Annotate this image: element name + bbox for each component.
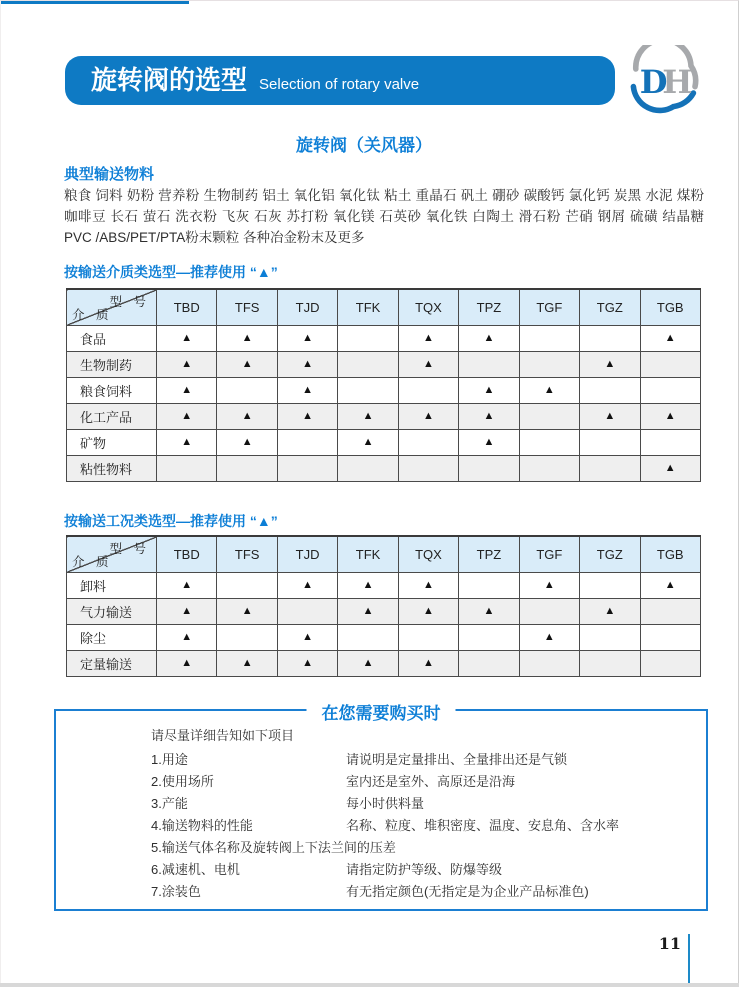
column-header: TFS bbox=[217, 536, 277, 572]
recommended-mark-cell: ▲ bbox=[398, 572, 458, 598]
empty-cell bbox=[640, 377, 701, 403]
recommended-mark-cell: ▲ bbox=[157, 572, 217, 598]
table-row bbox=[67, 429, 701, 455]
empty-cell bbox=[519, 325, 579, 351]
recommended-mark-cell: ▲ bbox=[277, 377, 337, 403]
empty-cell bbox=[580, 377, 640, 403]
recommended-mark-cell: ▲ bbox=[217, 650, 277, 676]
condition-selection-table bbox=[66, 535, 701, 677]
recommended-mark-cell: ▲ bbox=[519, 624, 579, 650]
recommended-mark-cell: ▲ bbox=[157, 650, 217, 676]
empty-cell bbox=[580, 572, 640, 598]
recommended-mark-cell: ▲ bbox=[398, 403, 458, 429]
dh-logo-icon bbox=[623, 45, 703, 117]
recommended-mark-cell: ▲ bbox=[157, 403, 217, 429]
column-header: TGZ bbox=[580, 289, 640, 325]
recommended-mark-cell: ▲ bbox=[338, 403, 398, 429]
recommended-mark-cell: ▲ bbox=[338, 429, 398, 455]
table-corner-cell bbox=[67, 536, 157, 572]
column-header: TPZ bbox=[459, 536, 519, 572]
empty-cell bbox=[338, 351, 398, 377]
empty-cell bbox=[398, 624, 458, 650]
row-label: 矿物 bbox=[67, 429, 157, 455]
row-label: 食品 bbox=[67, 325, 157, 351]
column-header: TGF bbox=[519, 536, 579, 572]
recommended-mark-cell: ▲ bbox=[580, 351, 640, 377]
empty-cell bbox=[519, 650, 579, 676]
recommended-mark-cell: ▲ bbox=[277, 351, 337, 377]
recommended-mark-cell: ▲ bbox=[277, 403, 337, 429]
empty-cell bbox=[217, 377, 277, 403]
column-header: TFK bbox=[338, 536, 398, 572]
logo-letter-h: H bbox=[662, 63, 693, 101]
empty-cell bbox=[338, 377, 398, 403]
recommended-mark-cell: ▲ bbox=[640, 325, 701, 351]
recommended-mark-cell: ▲ bbox=[398, 325, 458, 351]
recommended-mark-cell: ▲ bbox=[640, 455, 701, 481]
column-header: TPZ bbox=[459, 289, 519, 325]
corner-label-model: 型 号 bbox=[109, 542, 150, 556]
empty-cell bbox=[277, 598, 337, 624]
purchase-item bbox=[151, 859, 696, 881]
purchase-item-label: 2.使用场所 bbox=[151, 774, 214, 789]
table-row bbox=[67, 403, 701, 429]
row-label: 粮食饲料 bbox=[67, 377, 157, 403]
materials-heading: 典型输送物料 bbox=[64, 166, 155, 183]
column-header: TBD bbox=[157, 289, 217, 325]
purchase-box-title: 在您需要购买时 bbox=[307, 699, 456, 724]
column-header: TJD bbox=[277, 289, 337, 325]
recommended-mark-cell: ▲ bbox=[580, 403, 640, 429]
empty-cell bbox=[338, 624, 398, 650]
recommended-mark-cell: ▲ bbox=[459, 403, 519, 429]
empty-cell bbox=[580, 455, 640, 481]
empty-cell bbox=[277, 455, 337, 481]
table-row bbox=[67, 455, 701, 481]
recommended-mark-cell: ▲ bbox=[459, 325, 519, 351]
page-number: 11 bbox=[658, 934, 681, 953]
table-row bbox=[67, 377, 701, 403]
empty-cell bbox=[519, 403, 579, 429]
empty-cell bbox=[398, 429, 458, 455]
purchase-item-value: 有无指定颜色(无指定是为企业产品标准色) bbox=[346, 884, 589, 899]
purchase-item-label: 1.用途 bbox=[151, 752, 188, 767]
recommended-mark-cell: ▲ bbox=[217, 325, 277, 351]
recommended-mark-cell: ▲ bbox=[398, 598, 458, 624]
recommended-mark-cell: ▲ bbox=[217, 598, 277, 624]
empty-cell bbox=[640, 624, 701, 650]
table-header-row bbox=[67, 289, 701, 325]
purchase-item bbox=[151, 793, 696, 815]
recommended-mark-cell: ▲ bbox=[338, 650, 398, 676]
table-header-row bbox=[67, 536, 701, 572]
empty-cell bbox=[459, 650, 519, 676]
empty-cell bbox=[640, 351, 701, 377]
table-row bbox=[67, 624, 701, 650]
purchase-item bbox=[151, 815, 696, 837]
empty-cell bbox=[459, 351, 519, 377]
empty-cell bbox=[519, 598, 579, 624]
purchase-box-body bbox=[151, 725, 696, 903]
medium-selection-heading: 按输送介质类选型—推荐使用 “▲” bbox=[64, 264, 278, 280]
recommended-mark-cell: ▲ bbox=[519, 572, 579, 598]
empty-cell bbox=[519, 455, 579, 481]
page-title: 旋转阀（关风器） bbox=[296, 136, 432, 155]
empty-cell bbox=[459, 455, 519, 481]
purchase-item-label: 5.输送气体名称及旋转阀上下法兰间的压差 bbox=[151, 840, 396, 855]
empty-cell bbox=[398, 455, 458, 481]
recommended-mark-cell: ▲ bbox=[157, 598, 217, 624]
row-label: 粘性物料 bbox=[67, 455, 157, 481]
page-bottom-edge bbox=[0, 983, 739, 987]
table-row bbox=[67, 650, 701, 676]
purchase-item-label: 3.产能 bbox=[151, 796, 188, 811]
recommended-mark-cell: ▲ bbox=[217, 351, 277, 377]
purchase-item bbox=[151, 749, 696, 771]
empty-cell bbox=[519, 351, 579, 377]
empty-cell bbox=[398, 377, 458, 403]
recommended-mark-cell: ▲ bbox=[157, 624, 217, 650]
corner-label-medium: 介 质 bbox=[72, 307, 113, 322]
purchase-item-value: 请指定防护等级、防爆等级 bbox=[346, 862, 503, 877]
purchase-item bbox=[151, 837, 696, 859]
recommended-mark-cell: ▲ bbox=[277, 572, 337, 598]
empty-cell bbox=[640, 598, 701, 624]
empty-cell bbox=[277, 429, 337, 455]
column-header: TBD bbox=[157, 536, 217, 572]
recommended-mark-cell: ▲ bbox=[277, 650, 337, 676]
table-row bbox=[67, 598, 701, 624]
footer-rule bbox=[688, 934, 690, 984]
purchase-item-label: 7.涂装色 bbox=[151, 884, 201, 899]
recommended-mark-cell: ▲ bbox=[459, 429, 519, 455]
recommended-mark-cell: ▲ bbox=[277, 325, 337, 351]
condition-selection-heading: 按输送工况类选型—推荐使用 “▲” bbox=[64, 513, 278, 529]
empty-cell bbox=[217, 455, 277, 481]
purchase-item-value: 名称、粒度、堆积密度、温度、安息角、含水率 bbox=[346, 818, 620, 833]
materials-text: 粮食 饲料 奶粉 营养粉 生物制药 铝土 氧化铝 氧化钛 粘土 重晶石 矾土 硼砂 碳酸钙 氯化钙 炭黑 水泥 煤粉 咖啡豆 长石 萤石 洗衣粉 飞灰 石灰 苏打粉 氧化镁 石英砂 氧化铁 白陶土 滑石粉 芒硝 钢屑 硫磺 结晶糖 PVC /ABS/PET/PTA粉末颗粒 各种冶金粉末及更多 bbox=[64, 188, 704, 245]
row-label: 气力输送 bbox=[67, 598, 157, 624]
table-row bbox=[67, 572, 701, 598]
corner-label-model: 型 号 bbox=[109, 295, 150, 309]
recommended-mark-cell: ▲ bbox=[398, 351, 458, 377]
row-label: 卸料 bbox=[67, 572, 157, 598]
recommended-mark-cell: ▲ bbox=[217, 403, 277, 429]
recommended-mark-cell: ▲ bbox=[640, 403, 701, 429]
row-label: 化工产品 bbox=[67, 403, 157, 429]
row-label: 定量输送 bbox=[67, 650, 157, 676]
purchase-item-label: 6.减速机、电机 bbox=[151, 862, 240, 877]
empty-cell bbox=[580, 650, 640, 676]
purchase-item-value: 每小时供料量 bbox=[346, 796, 425, 811]
empty-cell bbox=[519, 429, 579, 455]
recommended-mark-cell: ▲ bbox=[580, 598, 640, 624]
recommended-mark-cell: ▲ bbox=[459, 598, 519, 624]
empty-cell bbox=[157, 455, 217, 481]
purchase-intro: 请尽量详细告知如下项目 bbox=[151, 728, 295, 743]
column-header: TFK bbox=[338, 289, 398, 325]
recommended-mark-cell: ▲ bbox=[459, 377, 519, 403]
empty-cell bbox=[459, 572, 519, 598]
recommended-mark-cell: ▲ bbox=[338, 572, 398, 598]
recommended-mark-cell: ▲ bbox=[157, 325, 217, 351]
recommended-mark-cell: ▲ bbox=[640, 572, 701, 598]
column-header: TGZ bbox=[580, 536, 640, 572]
purchase-item-value bbox=[396, 837, 696, 859]
header-title-zh: 旋转阀的选型 bbox=[91, 65, 248, 95]
empty-cell bbox=[580, 325, 640, 351]
empty-cell bbox=[580, 624, 640, 650]
recommended-mark-cell: ▲ bbox=[338, 598, 398, 624]
recommended-mark-cell: ▲ bbox=[157, 429, 217, 455]
empty-cell bbox=[217, 624, 277, 650]
purchase-item bbox=[151, 881, 696, 903]
purchase-item-label: 4.输送物料的性能 bbox=[151, 818, 253, 833]
empty-cell bbox=[459, 624, 519, 650]
empty-cell bbox=[640, 429, 701, 455]
medium-selection-table bbox=[66, 288, 701, 482]
row-label: 除尘 bbox=[67, 624, 157, 650]
empty-cell bbox=[640, 650, 701, 676]
header-banner bbox=[65, 56, 615, 105]
recommended-mark-cell: ▲ bbox=[157, 351, 217, 377]
table-row bbox=[67, 325, 701, 351]
purchase-item bbox=[151, 771, 696, 793]
row-label: 生物制药 bbox=[67, 351, 157, 377]
column-header: TGF bbox=[519, 289, 579, 325]
empty-cell bbox=[217, 572, 277, 598]
recommended-mark-cell: ▲ bbox=[519, 377, 579, 403]
recommended-mark-cell: ▲ bbox=[217, 429, 277, 455]
column-header: TFS bbox=[217, 289, 277, 325]
corner-label-medium: 介 质 bbox=[72, 554, 113, 569]
empty-cell bbox=[338, 455, 398, 481]
column-header: TQX bbox=[398, 289, 458, 325]
table-row bbox=[67, 351, 701, 377]
column-header: TQX bbox=[398, 536, 458, 572]
recommended-mark-cell: ▲ bbox=[277, 624, 337, 650]
empty-cell bbox=[580, 429, 640, 455]
table-corner-cell bbox=[67, 289, 157, 325]
purchase-item-value: 室内还是室外、高原还是沿海 bbox=[346, 774, 516, 789]
recommended-mark-cell: ▲ bbox=[157, 377, 217, 403]
page-edge-accent bbox=[1, 1, 189, 4]
empty-cell bbox=[338, 325, 398, 351]
logo-letter-d: D bbox=[639, 63, 668, 101]
recommended-mark-cell: ▲ bbox=[398, 650, 458, 676]
column-header: TGB bbox=[640, 536, 701, 572]
header-title-en: Selection of rotary valve bbox=[259, 76, 420, 93]
purchase-items bbox=[151, 749, 696, 903]
purchase-info-box bbox=[54, 704, 708, 911]
column-header: TGB bbox=[640, 289, 701, 325]
purchase-item-value: 请说明是定量排出、全量排出还是气锁 bbox=[346, 752, 568, 767]
column-header: TJD bbox=[277, 536, 337, 572]
